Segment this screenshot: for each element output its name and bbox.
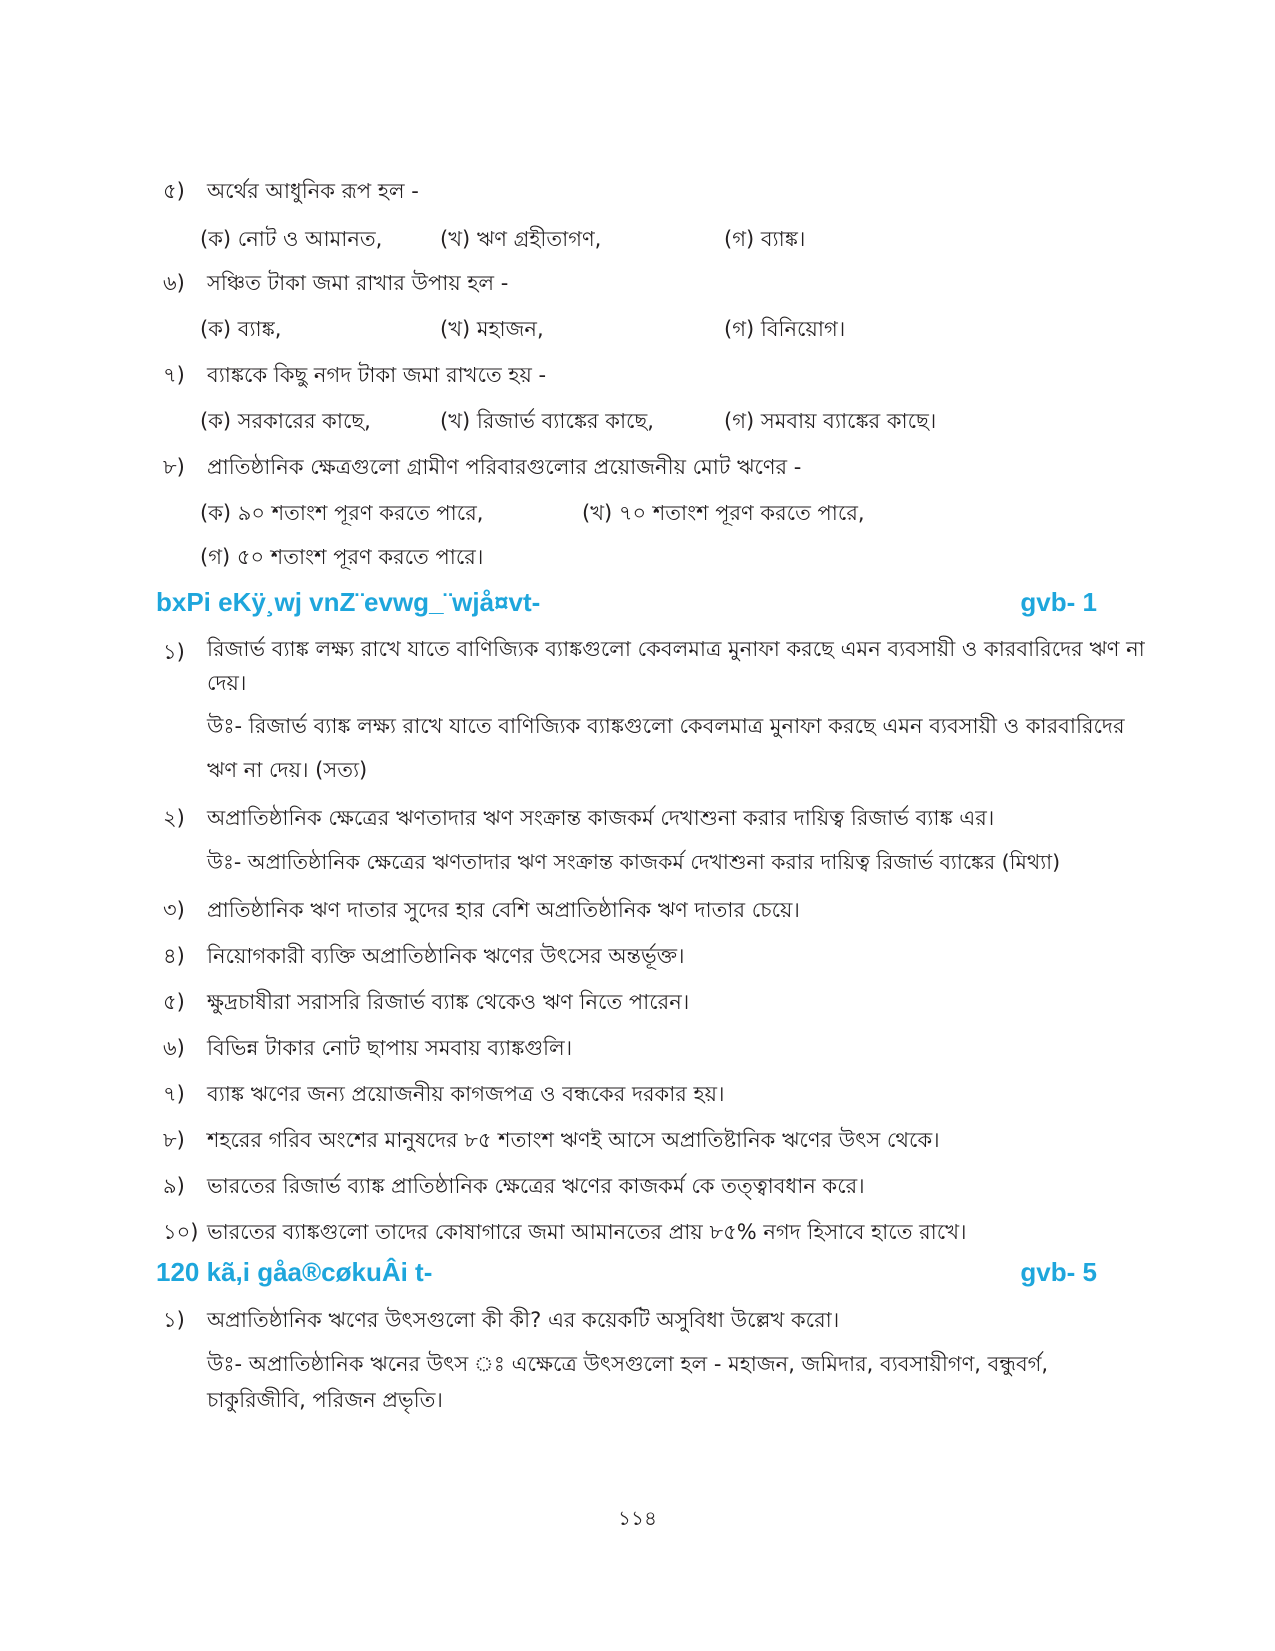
long-answer-1: উঃ- অপ্রাতিষ্ঠানিক ঋনের উৎস ঃ এক্ষেত্রে উৎসগুলো হল - মহাজন, জমিদার, ব্যবসায়ীগণ, বন্ধুবর্গ, চাকুরিজীবি, পরিজন প্রভৃতি। (207, 1352, 1049, 1412)
statement-8 (163, 1120, 1148, 1160)
option-a: (ক) ব্যাঙ্ক, (200, 317, 282, 341)
option-c: (গ) সমবায় ব্যাঙ্কের কাছে। (724, 409, 937, 433)
mcq-question-8 (163, 452, 801, 482)
option-c: (গ) ব্যাঙ্ক। (724, 227, 806, 251)
option-b: (খ) ঋণ গ্রহীতাগণ, (440, 227, 602, 251)
statement-text: অপ্রাতিষ্ঠানিক ক্ষেত্রের ঋণতাদার ঋণ সংক্রান্ত কাজকর্ম দেখাশুনা করার দায়িত্ব রিজার্ভ ব্যাঙ্ক এর। (207, 806, 995, 830)
option-a: (ক) ৯০ শতাংশ পূরণ করতে পারে, (200, 501, 484, 525)
statement-number: ৬) (163, 1036, 185, 1060)
section-heading-long-answer: 120 kã,i gåa®cøkuÂi t- (156, 1257, 433, 1287)
statement-text: রিজার্ভ ব্যাঙ্ক লক্ষ্য রাখে যাতে বাণিজ্যিক ব্যাঙ্কগুলো কেবলমাত্র মুনাফা করছে এমন ব্যবসায়ী ও কারবারিদের ঋণ না দেয়। (207, 637, 1145, 695)
question-text: অপ্রাতিষ্ঠানিক ঋণের উৎসগুলো কী কী? এর কয়েকটি অসুবিধা উল্লেখ করো। (207, 1308, 840, 1332)
option-b: (খ) রিজার্ভ ব্যাঙ্কের কাছে, (440, 409, 654, 433)
statement-text: শহরের গরিব অংশের মানুষদের ৮৫ শতাংশ ঋণই আসে অপ্রাতিষ্টানিক ঋণের উৎস থেকে। (207, 1128, 940, 1152)
answer-1: উঃ- রিজার্ভ ব্যাঙ্ক লক্ষ্য রাখে যাতে বাণিজ্যিক ব্যাঙ্কগুলো কেবলমাত্র মুনাফা করছে এমন ব্যবসায়ী ও কারবারিদের ঋণ না দেয়। (সত্য) (207, 714, 1125, 782)
statement-number: ১০) (163, 1220, 199, 1244)
question-text: প্রাতিষ্ঠানিক ক্ষেত্রগুলো গ্রামীণ পরিবারগুলোর প্রয়োজনীয় মোট ঋণের - (207, 455, 802, 479)
statement-6 (163, 1028, 1148, 1068)
statement-4 (163, 936, 1148, 976)
option-c: (গ) ৫০ শতাংশ পূরণ করতে পারে। (200, 545, 484, 569)
statement-text: ব্যাঙ্ক ঋণের জন্য প্রয়োজনীয় কাগজপত্র ও বন্ধকের দরকার হয়। (207, 1082, 725, 1106)
statement-text: প্রাতিষ্ঠানিক ঋণ দাতার সুদের হার বেশি অপ্রাতিষ্ঠানিক ঋণ দাতার চেয়ে। (207, 898, 800, 922)
section-heading-true-false: bxPi eKÿ¸wj vnZ¨evwg_¨wjå¤vt- (156, 587, 541, 617)
question-text: সঞ্চিত টাকা জমা রাখার উপায় হল - (207, 271, 509, 295)
question-text: ব্যাঙ্ককে কিছু নগদ টাকা জমা রাখতে হয় - (207, 363, 547, 387)
answer-2: উঃ- অপ্রাতিষ্ঠানিক ক্ষেত্রের ঋণতাদার ঋণ সংক্রান্ত কাজকর্ম দেখাশুনা করার দায়িত্ব রিজার্ভ ব্যাঙ্কের (মিথ্যা) (207, 850, 1061, 874)
statement-number: ৪) (163, 944, 185, 968)
mcq-question-5 (163, 176, 419, 206)
statement-9 (163, 1166, 1148, 1206)
statement-text: বিভিন্ন টাকার নোট ছাপায় সমবায় ব্যাঙ্কগুলি। (207, 1036, 573, 1060)
statement-number: ৯) (163, 1174, 185, 1198)
statement-number: ৩) (163, 898, 185, 922)
statement-number: ১) (163, 640, 185, 664)
question-number: ৫) (163, 179, 185, 203)
statement-1 (163, 632, 1148, 700)
page-number: ১১৪ (618, 1506, 657, 1530)
statement-text: ভারতের রিজার্ভ ব্যাঙ্ক প্রাতিষ্ঠানিক ক্ষেত্রের ঋণের কাজকর্ম কে তত্ত্বাবধান করে। (207, 1174, 865, 1198)
statement-number: ২) (163, 806, 185, 830)
mcq-question-6 (163, 268, 508, 298)
statement-number: ৭) (163, 1082, 185, 1106)
option-a: (ক) সরকারের কাছে, (200, 409, 371, 433)
statement-number: ৫) (163, 990, 185, 1014)
statement-text: ক্ষুদ্রচাষীরা সরাসরি রিজার্ভ ব্যাঙ্ক থেকেও ঋণ নিতে পারেন। (207, 990, 690, 1014)
statement-2 (163, 798, 1148, 838)
question-number: ৬) (163, 271, 185, 295)
statement-7 (163, 1074, 1148, 1114)
statement-3 (163, 890, 1148, 930)
section-marks-long-answer: gvb- 5 (1020, 1257, 1097, 1287)
option-b: (খ) মহাজন, (440, 317, 544, 341)
mcq-question-7 (163, 360, 546, 390)
question-number: ১) (163, 1308, 185, 1332)
option-b: (খ) ৭০ শতাংশ পূরণ করতে পারে, (582, 501, 865, 525)
long-question-1 (163, 1300, 1148, 1340)
statement-number: ৮) (163, 1128, 185, 1152)
statement-text: ভারতের ব্যাঙ্কগুলো তাদের কোষাগারে জমা আমানতের প্রায় ৮৫% নগদ হিসাবে হাতে রাখে। (207, 1220, 967, 1244)
statement-10 (163, 1212, 1148, 1252)
question-number: ৭) (163, 363, 185, 387)
question-number: ৮) (163, 455, 185, 479)
option-a: (ক) নোট ও আমানত, (200, 227, 383, 251)
question-text: অর্থের আধুনিক রূপ হল - (207, 179, 419, 203)
statement-text: নিয়োগকারী ব্যক্তি অপ্রাতিষ্ঠানিক ঋণের উৎসের অন্তর্ভূক্ত। (207, 944, 685, 968)
statement-5 (163, 982, 1148, 1022)
option-c: (গ) বিনিয়োগ। (724, 317, 846, 341)
section-marks-true-false: gvb- 1 (1020, 587, 1097, 617)
